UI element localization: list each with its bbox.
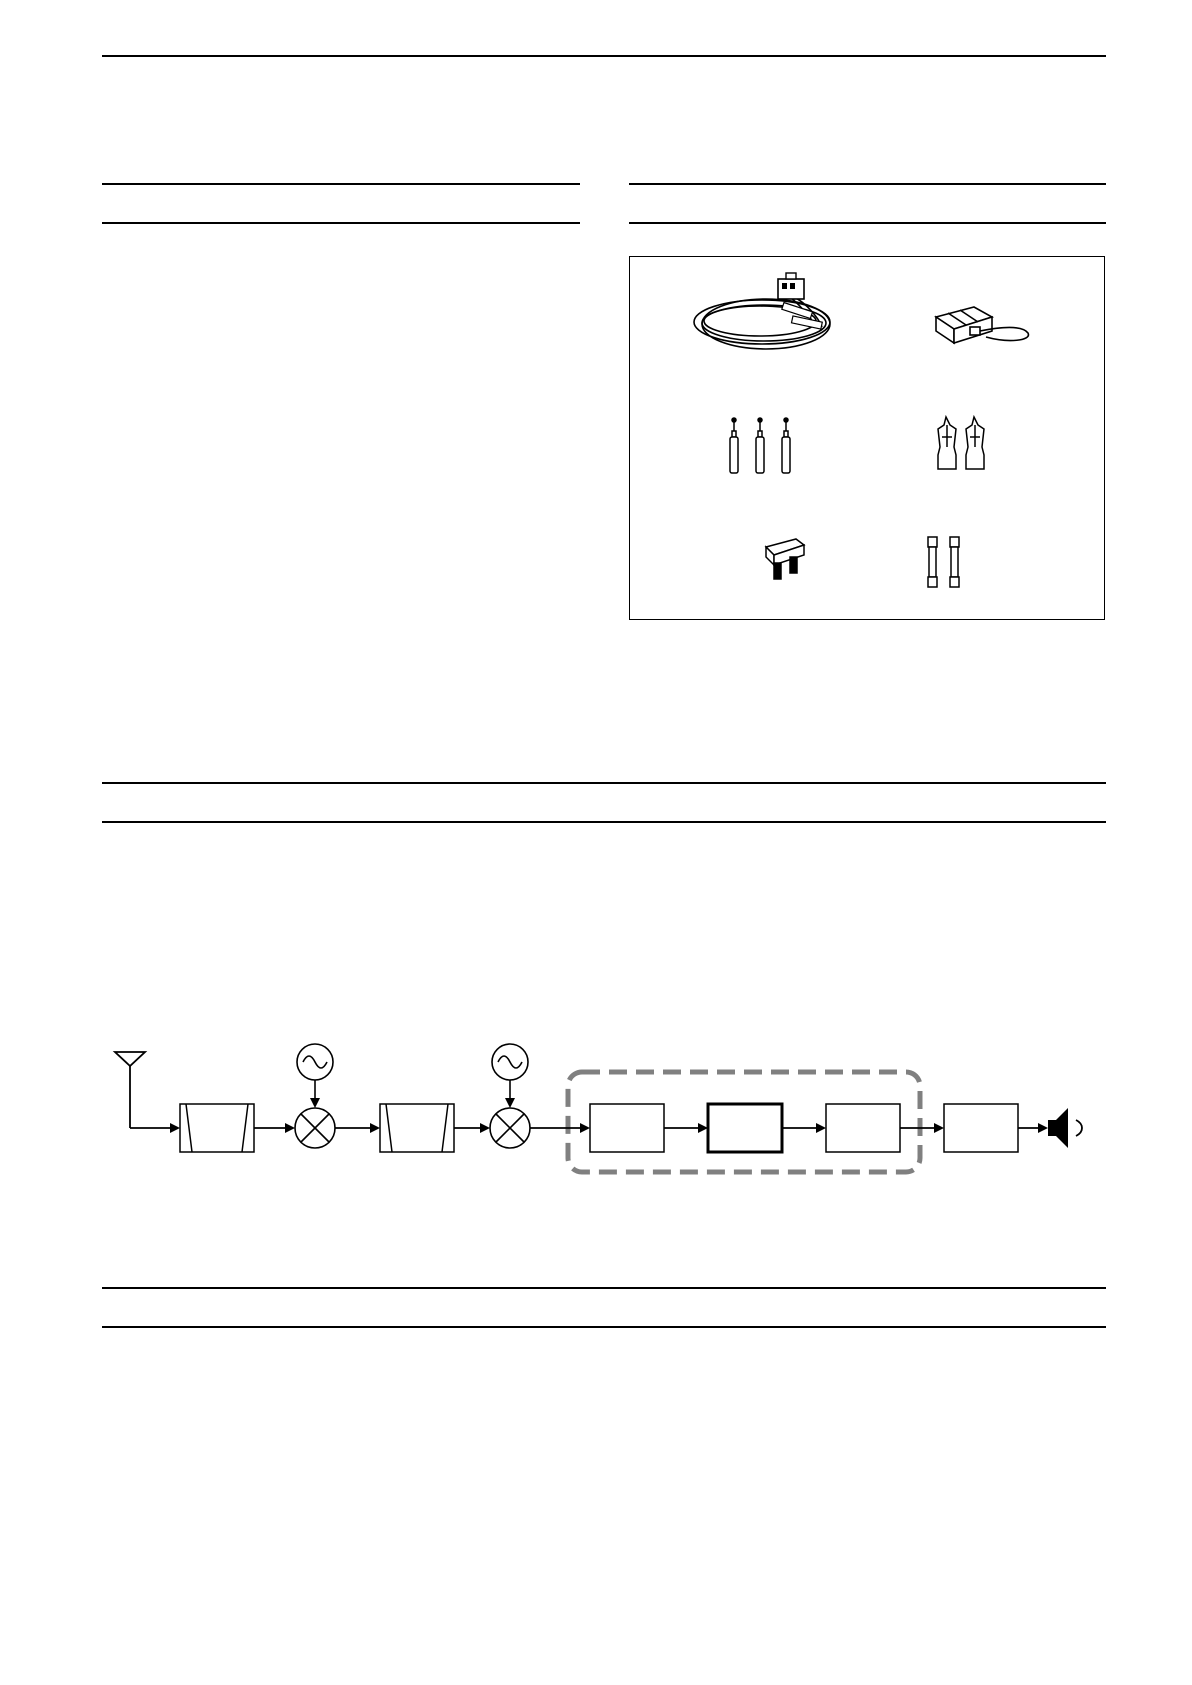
supplied-accessories-box xyxy=(629,256,1105,620)
oscillator-2 xyxy=(492,1044,528,1080)
speaker-connector-plugs-icon xyxy=(930,415,1000,485)
mixer-1 xyxy=(295,1108,335,1148)
dc-power-cable-icon xyxy=(690,267,850,357)
middle-section-heading-bottom-rule xyxy=(102,821,1106,823)
dsp-block-2 xyxy=(708,1104,782,1152)
left-section-heading-top-rule xyxy=(102,183,580,185)
header-rule xyxy=(102,55,1106,57)
dsp-block-3 xyxy=(826,1104,900,1152)
left-section-heading-bottom-rule xyxy=(102,222,580,224)
blade-fuse-icon xyxy=(760,535,810,585)
lower-section-heading-top-rule xyxy=(102,1287,1106,1289)
right-section-heading-top-rule xyxy=(629,183,1106,185)
mixer-2 xyxy=(490,1108,530,1148)
phone-plugs-icon xyxy=(720,417,810,477)
middle-section-heading-top-rule xyxy=(102,782,1106,784)
antenna-icon xyxy=(115,1052,145,1128)
output-block xyxy=(944,1104,1018,1152)
filter-block-2 xyxy=(380,1104,454,1152)
dsp-block-1 xyxy=(590,1104,664,1152)
speaker-icon xyxy=(1048,1108,1082,1148)
filter-block-1 xyxy=(180,1104,254,1152)
glass-tube-fuses-icon xyxy=(920,535,970,591)
right-section-heading-bottom-rule xyxy=(629,222,1106,224)
oscillator-1 xyxy=(297,1044,333,1080)
signal-block-diagram xyxy=(100,1040,1100,1180)
lower-section-heading-bottom-rule xyxy=(102,1326,1106,1328)
connector-plug-icon xyxy=(930,297,1040,357)
